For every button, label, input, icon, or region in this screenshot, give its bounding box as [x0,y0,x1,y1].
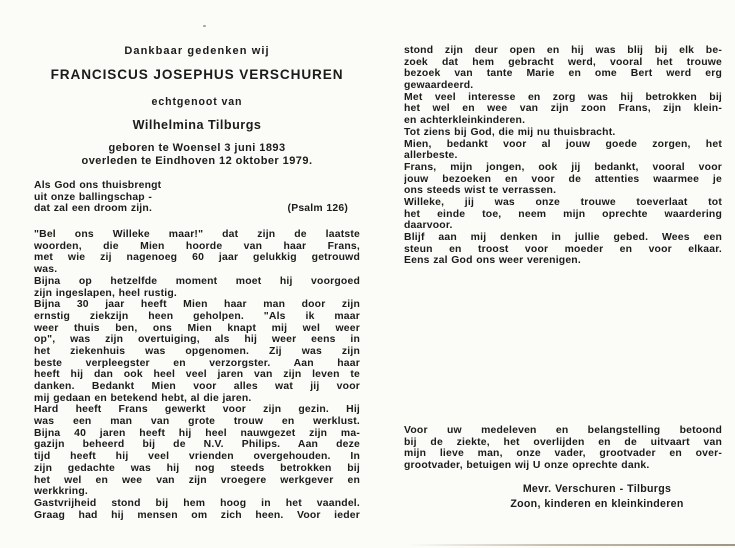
left-column [34,42,360,521]
text-line: het ziekenhuis was opgenomen. Zij was zijn [34,345,360,357]
text-line: Mevr. Verschuren - Tilburgs [522,482,672,495]
text-line: danken. Bedankt Mien voor alles wat jij voor [34,381,360,392]
text-line: Bijna op hetzelfde moment moet hij voorgoed [34,275,360,287]
text-line: daarvoor. [404,220,453,232]
text-line: steun en troost voor moeder en voor elkaar. [404,243,722,255]
text-line: "Bel ons Willeke maar!" dat zijn de laatste [34,229,360,241]
left-body-text [34,229,360,521]
paragraph [404,162,722,197]
psalm-quote [34,180,348,215]
spouse-label: echtgenoot van [151,96,243,108]
text-line: weer thuis ben, ons Mien knapt mij wel weer [34,322,360,334]
intro-line: Dankbaar gedenken wij [124,45,270,57]
text-line: mij gedaan en betekend hebt, al die jaren. [34,392,252,404]
paragraph [404,232,722,267]
text-line: tijd heeft hij veel vrienden overgehouden. In [34,451,360,463]
scan-edge-artifact [408,544,735,546]
paragraph [34,299,360,404]
signature-block [472,482,722,513]
psalm-line: uit onze ballingschap - [34,191,153,203]
text-line: woorden, die Mien hoorde van haar Frans, [34,240,360,252]
paragraph [404,197,722,232]
psalm-line-text: dat zal een droom zijn. [34,203,153,215]
text-line: allerbeste. [404,150,458,162]
text-line: was een man van grote trouw en werklust. [34,416,360,428]
text-line: het wel en wee van zijn vroegere werkgever en [34,474,360,486]
text-line: werkkring. [34,486,88,498]
text-line: beste verpleegster en verzorgster. Aan haar [34,357,360,369]
text-line: en achterkleinkinderen. [404,115,526,127]
text-line: Met veel interesse en zorg was hij betrokken bij [404,91,722,103]
text-line: Tot ziens bij God, die mij nu thuisbracht. [404,126,616,138]
birth-line: geboren te Woensel 3 juni 1893 [108,142,286,154]
right-body-text [404,45,722,267]
text-line: Bijna 40 jaren heeft hij heel nauwgezet zijn ma- [34,427,360,439]
text-line: zijn gedachte was hij nog steeds betrokken bij [34,462,360,474]
text-line: op", was zijn overtuiging, als hij weer eens in [34,334,360,346]
paragraph [34,229,360,276]
paragraph [404,92,722,127]
scan-speck [203,25,206,27]
death-line: overleden te Eindhoven 12 oktober 1979. [81,155,313,167]
text-line: ons steeds wist te verrassen. [404,185,557,197]
psalm-line [34,203,348,215]
text-line: Mien, bedankt voor al jouw goede zorgen, het [404,138,722,150]
card-header [34,45,360,167]
psalm-reference: (Psalm 126) [287,203,348,215]
paragraph [404,425,722,472]
acknowledgement-text [404,425,722,472]
text-line: Zoon, kinderen en kleinkinderen [510,498,684,511]
text-line: met wie zij nagenoeg 60 jaar gelukkig getrouwd [34,252,360,264]
text-line: Blijf aan mij denken in jullie gebed. Wees een [404,232,722,243]
text-line: het einde toe, neem mijn oprechte waardering [404,208,722,220]
text-line: zijn ingeslapen, heel rustig. [34,287,177,299]
text-line: gewaardeerd. [404,80,474,92]
text-line: Gastvrijheid stond bij hem hoog in het vaandel. [34,497,360,509]
text-line: bij de ziekte, het overlijden en de uitvaart van [404,436,722,448]
paragraph [404,139,722,162]
text-line: het wel en wee van zijn zoon Frans, zijn klein- [404,103,722,115]
spouse-name: Wilhelmina Tilburgs [132,118,262,132]
text-line: ernstig ziekzijn heen geholpen. "Als ik maar [34,310,360,322]
psalm-line: Als God ons thuisbrengt [34,180,162,191]
text-line: Hard heeft Frans gewerkt voor zijn gezin. Hij [34,404,360,416]
text-line: was. [34,264,58,276]
text-line: Graag had hij mensen om zich heen. Voor ieder [34,509,360,521]
paragraph [34,498,360,521]
paragraph [34,276,360,299]
text-line: Frans, mijn jongen, ook jij bedankt, vooral voor [404,161,722,173]
text-line: Eens zal God ons weer verenigen. [404,255,581,267]
text-line: bezoek van tante Marie en ome Bert werd erg [404,68,722,80]
paragraph [404,127,722,139]
deceased-name: FRANCISCUS JOSEPHUS VERSCHUREN [50,67,344,82]
text-line: stond zijn deur open en hij was blij bij elk be- [404,45,722,56]
text-line: heeft hij dan ook heel veel jaren van zijn leven te [34,369,360,381]
paragraph [34,404,360,498]
text-line: Bijna 30 jaar heeft Mien haar man door zijn [34,299,360,311]
text-line: zoek dat hem gebracht werd, vooral het trouwe [404,56,722,68]
paragraph [404,45,722,92]
text-line: mijn lieve man, onze vader, grootvader en over- [404,448,722,460]
text-line: gazijn beheerd bij de N.V. Philips. Aan deze [34,439,360,451]
text-line: Willeke, jij was onze trouwe toeverlaat tot [404,196,722,208]
text-line: jouw bezoeken en voor de attenties waarmee je [404,173,722,185]
text-line: Voor uw medeleven en belangstelling betoond [404,425,722,437]
text-line: grootvader, betuigen wij U onze oprechte dank. [404,460,650,472]
right-column [404,42,722,513]
